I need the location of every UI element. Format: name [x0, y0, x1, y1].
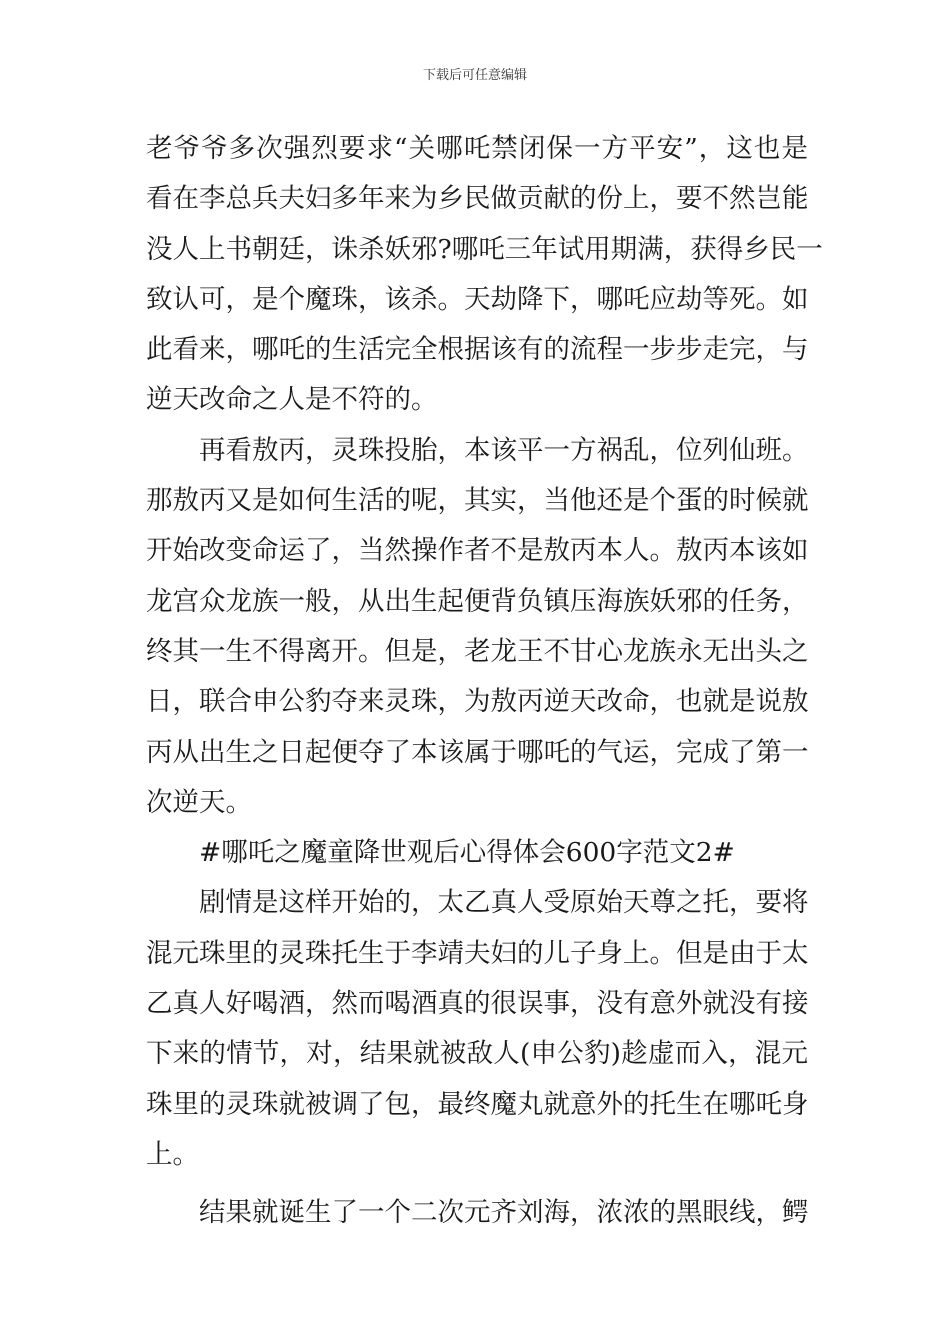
text-line: 终其一生不得离开。但是，老龙王不甘心龙族永无出头之 [146, 635, 809, 667]
text-line: 上。 [146, 1138, 199, 1170]
text-line: 下来的情节，对，结果就被敌人(申公豹)趁虚而入，混元 [146, 1038, 808, 1070]
text-line: 乙真人好喝酒，然而喝酒真的很误事，没有意外就没有接 [146, 988, 809, 1020]
text-line: 混元珠里的灵珠托生于李靖夫妇的儿子身上。但是由于太 [146, 937, 809, 969]
text-line: 看在李总兵夫妇多年来为乡民做贡献的份上，要不然岂能 [146, 183, 809, 215]
text-line: 日，联合申公豹夺来灵珠，为敖丙逆天改命，也就是说敖 [146, 686, 809, 718]
section-heading: #哪吒之魔童降世观后心得体会600字范文2# [199, 837, 735, 869]
text-line: 那敖丙又是如何生活的呢，其实，当他还是个蛋的时候就 [146, 485, 809, 517]
text-line: 剧情是这样开始的，太乙真人受原始天尊之托，要将 [199, 887, 809, 919]
text-line: 丙从出生之日起便夺了本该属于哪吒的气运，完成了第一 [146, 736, 809, 768]
page-header: 下载后可任意编辑 [422, 68, 527, 83]
text-line: 次逆天。 [146, 786, 252, 818]
text-line: 此看来，哪吒的生活完全根据该有的流程一步步走完，与 [146, 334, 809, 366]
text-line: 逆天改命之人是不符的。 [146, 384, 438, 416]
text-line: 致认可，是个魔珠，该杀。天劫降下，哪吒应劫等死。如 [146, 283, 809, 315]
text-line: 结果就诞生了一个二次元齐刘海，浓浓的黑眼线，鳄 [199, 1197, 809, 1229]
text-line: 珠里的灵珠就被调了包，最终魔丸就意外的托生在哪吒身 [146, 1088, 809, 1120]
text-line: 老爷爷多次强烈要求“关哪吒禁闭保一方平安”，这也是 [146, 133, 808, 164]
document-body [146, 124, 823, 1239]
text-line: 再看敖丙，灵珠投胎，本该平一方祸乱，位列仙班。 [199, 434, 809, 466]
text-line: 龙宫众龙族一般，从出生起便背负镇压海族妖邪的任务， [146, 585, 809, 617]
text-line: 开始改变命运了，当然操作者不是敖丙本人。敖丙本该如 [146, 535, 809, 567]
text-line: 没人上书朝廷，诛杀妖邪?哪吒三年试用期满，获得乡民一 [146, 233, 823, 265]
